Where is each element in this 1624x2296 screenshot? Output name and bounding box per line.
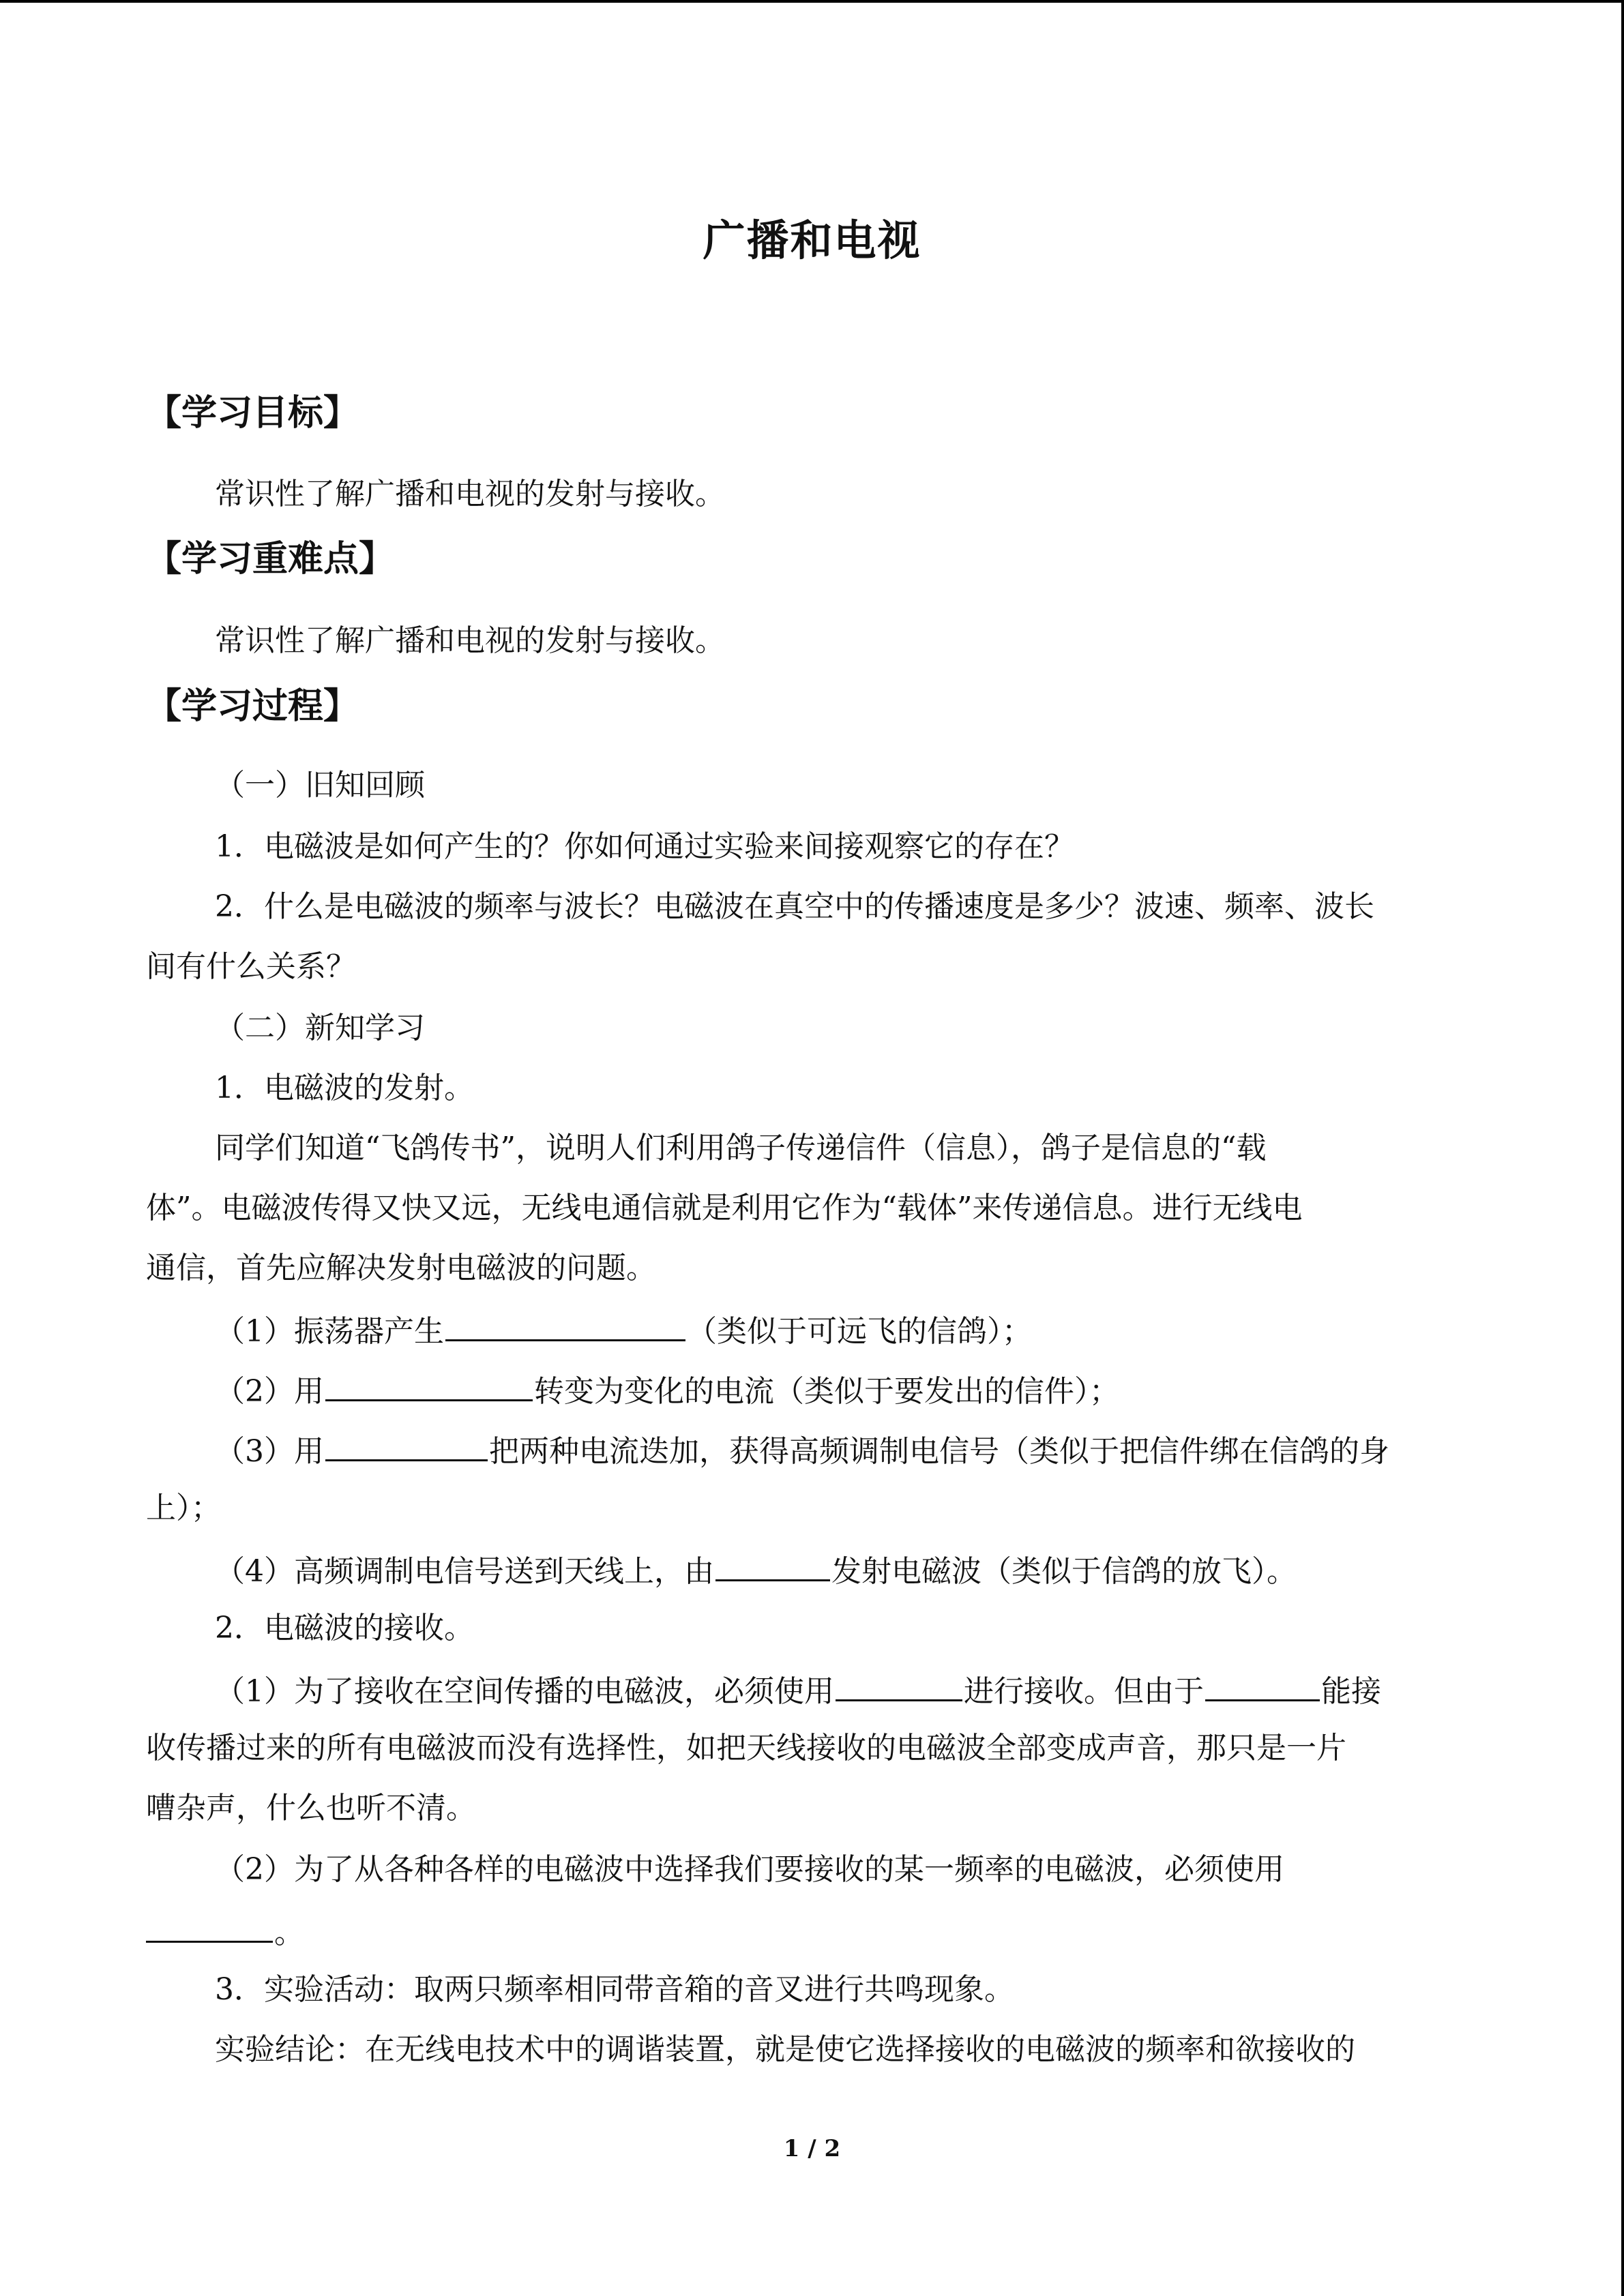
answer-blank-4[interactable] bbox=[715, 1548, 830, 1581]
reception-item-1-prefix: （1）为了接收在空间传播的电磁波，必须使用 bbox=[215, 1674, 834, 1709]
fill-item-4 bbox=[215, 1548, 1297, 1592]
reception-item-1-middle: 进行接收。但由于 bbox=[964, 1674, 1204, 1709]
paragraph-line-2: 体”。电磁波传得又快又远，无线电通信就是利用它作为“载体”来传递信息。进行无线电 bbox=[146, 1191, 1303, 1225]
heading-key-points: 【学习重难点】 bbox=[146, 539, 395, 580]
answer-blank-2[interactable] bbox=[325, 1368, 533, 1401]
heading-goals: 【学习目标】 bbox=[146, 393, 359, 434]
reception-item-1-line-2: 收传播过来的所有电磁波而没有选择性，如把天线接收的电磁波全部变成声音，那只是一片 bbox=[146, 1731, 1346, 1765]
reception-item-2-end: 。 bbox=[274, 1915, 304, 1950]
reception-item-1 bbox=[215, 1668, 1381, 1712]
answer-blank-6[interactable] bbox=[1205, 1668, 1320, 1701]
reception-item-1-line-3: 嘈杂声，什么也听不清。 bbox=[146, 1791, 476, 1825]
experiment-title: 3．实验活动：取两只频率相同带音箱的音叉进行共鸣现象。 bbox=[215, 1972, 1014, 2007]
paragraph-line-1: 同学们知道“飞鸽传书”，说明人们利用鸽子传递信件（信息），鸽子是信息的“载 bbox=[215, 1131, 1267, 1165]
fill-item-4-prefix: （4）高频调制电信号送到天线上，由 bbox=[215, 1554, 714, 1589]
fill-item-3-line-2: 上）； bbox=[146, 1491, 221, 1525]
experiment-conclusion: 实验结论：在无线电技术中的调谐装置，就是使它选择接收的电磁波的频率和欲接收的 bbox=[215, 2032, 1355, 2067]
fill-item-1-prefix: （1）振荡器产生 bbox=[215, 1314, 444, 1349]
fill-item-1 bbox=[215, 1308, 1032, 1352]
answer-blank-7[interactable] bbox=[146, 1909, 273, 1943]
review-question-2-line-2: 间有什么关系？ bbox=[146, 949, 356, 984]
key-points-text: 常识性了解广播和电视的发射与接收。 bbox=[215, 623, 725, 658]
review-question-1: 1．电磁波是如何产生的？你如何通过实验来间接观察它的存在？ bbox=[215, 829, 1074, 864]
fill-item-3 bbox=[215, 1428, 1389, 1472]
fill-item-2-suffix: 转变为变化的电流（类似于要发出的信件）； bbox=[534, 1374, 1119, 1409]
reception-item-2-line-2 bbox=[146, 1909, 304, 1954]
answer-blank-5[interactable] bbox=[836, 1668, 962, 1701]
answer-blank-1[interactable] bbox=[445, 1308, 685, 1341]
review-title: （一）旧知回顾 bbox=[215, 768, 425, 803]
heading-process: 【学习过程】 bbox=[146, 686, 359, 727]
fill-item-2-prefix: （2）用 bbox=[215, 1374, 324, 1409]
new-learning-title: （二）新知学习 bbox=[215, 1011, 425, 1045]
fill-item-3-suffix: 把两种电流迭加，获得高频调制电信号（类似于把信件绑在信鸽的身 bbox=[489, 1434, 1389, 1469]
answer-blank-3[interactable] bbox=[325, 1428, 488, 1461]
reception-item-1-suffix: 能接 bbox=[1321, 1674, 1381, 1709]
emission-title: 1．电磁波的发射。 bbox=[215, 1071, 474, 1105]
fill-item-2 bbox=[215, 1368, 1119, 1412]
fill-item-1-suffix: （类似于可远飞的信鸽）； bbox=[687, 1314, 1032, 1349]
page-number: 1 / 2 bbox=[783, 2135, 841, 2162]
reception-title: 2．电磁波的接收。 bbox=[215, 1611, 474, 1645]
goals-text: 常识性了解广播和电视的发射与接收。 bbox=[215, 477, 725, 511]
reception-item-2: （2）为了从各种各样的电磁波中选择我们要接收的某一频率的电磁波，必须使用 bbox=[215, 1852, 1284, 1887]
paragraph-line-3: 通信，首先应解决发射电磁波的问题。 bbox=[146, 1251, 656, 1285]
fill-item-4-suffix: 发射电磁波（类似于信鸽的放飞）。 bbox=[831, 1554, 1297, 1589]
review-question-2-line-1: 2．什么是电磁波的频率与波长？电磁波在真空中的传播速度是多少？波速、频率、波长 bbox=[215, 889, 1374, 924]
page-title: 广播和电视 bbox=[703, 215, 921, 265]
fill-item-3-prefix: （3）用 bbox=[215, 1434, 324, 1469]
